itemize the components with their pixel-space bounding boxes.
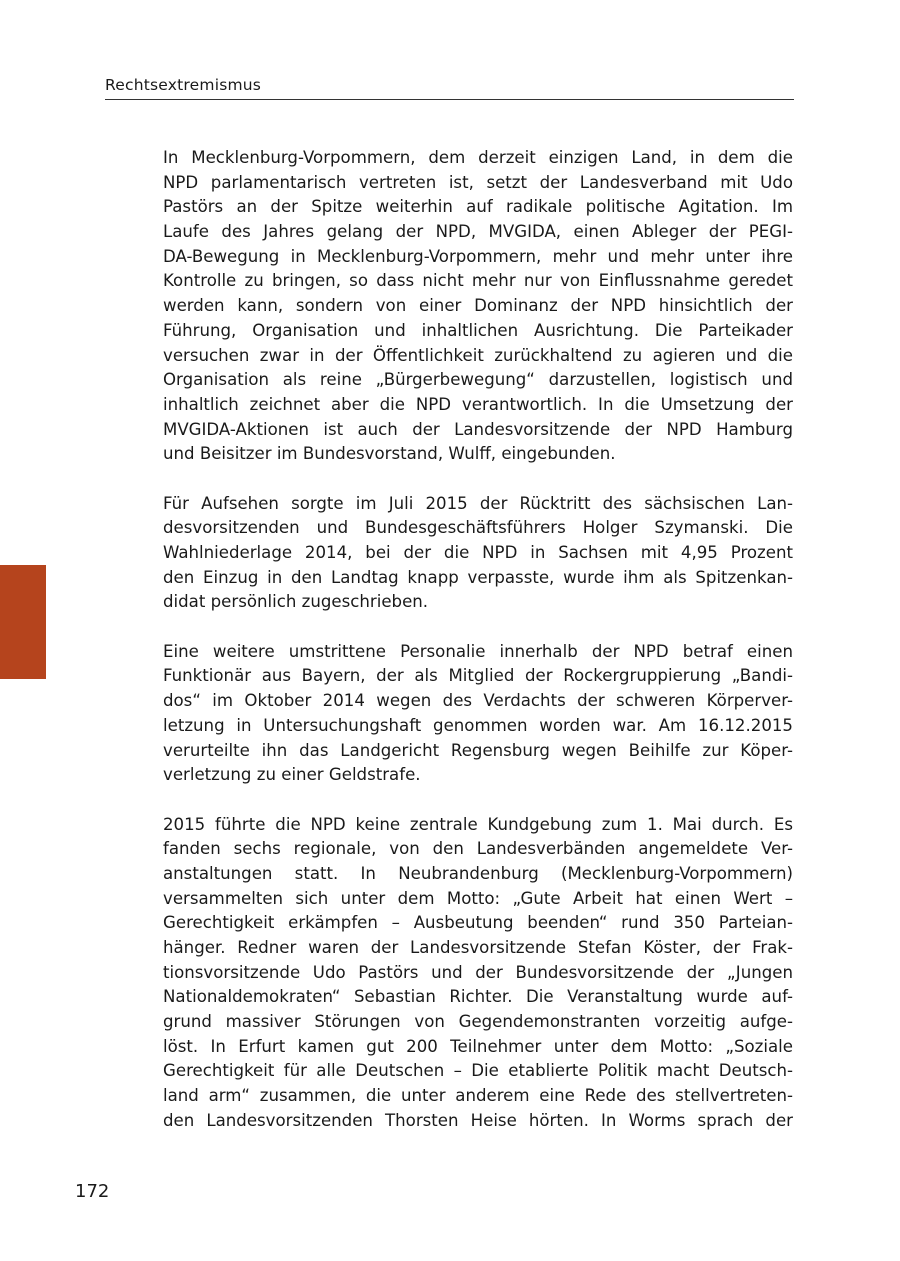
text-line: dos“ im Oktober 2014 wegen des Verdachts der schweren Körperver-	[163, 691, 793, 711]
running-header	[105, 74, 794, 100]
text-line: Funktionär aus Bayern, der als Mitglied der Rockergruppierung „Bandi-	[163, 666, 793, 686]
text-line: hänger. Redner waren der Landesvorsitzende Stefan Köster, der Frak-	[163, 938, 793, 957]
text-line: inhaltlich zeichnet aber die NPD verantwortlich. In die Umsetzung der	[163, 394, 793, 414]
text-line: In Mecklenburg-Vorpommern, dem derzeit einzigen Land, in dem die	[163, 148, 793, 167]
text-line: versuchen zwar in der Öffentlichkeit zurückhaltend zu agieren und die	[163, 345, 793, 365]
text-line: Nationaldemokraten“ Sebastian Richter. Die Veranstaltung wurde auf-	[163, 987, 793, 1007]
text-line: Kontrolle zu bringen, so dass nicht mehr nur von Einflussnahme geredet	[163, 271, 793, 291]
paragraph	[163, 813, 793, 1134]
text-line: Organisation als reine „Bürgerbewegung“ darzustellen, logistisch und	[163, 370, 793, 390]
text-line: tionsvorsitzende Udo Pastörs und der Bundesvorsitzende der „Jungen	[163, 962, 793, 982]
paragraph	[163, 146, 793, 467]
text-line: 2015 führte die NPD keine zentrale Kundgebung zum 1. Mai durch. Es	[163, 814, 793, 834]
body-text	[163, 146, 793, 1158]
text-line: didat persönlich zugeschrieben.	[163, 592, 429, 612]
text-line: Für Aufsehen sorgte im Juli 2015 der Rücktritt des sächsischen Lan-	[163, 493, 793, 513]
text-line: löst. In Erfurt kamen gut 200 Teilnehmer unter dem Motto: „Soziale	[163, 1036, 793, 1056]
text-line: versammelten sich unter dem Motto: „Gute Arbeit hat einen Wert –	[163, 888, 793, 908]
text-line: grund massiver Störungen von Gegendemonstranten vorzeitig aufge-	[163, 1012, 793, 1032]
text-line: DA-Bewegung in Mecklenburg-Vorpommern, mehr und mehr unter ihre	[163, 246, 793, 266]
text-line: Laufe des Jahres gelang der NPD, MVGIDA, einen Ableger der PEGI-	[163, 222, 793, 242]
text-line: den Landesvorsitzenden Thorsten Heise hörten. In Worms sprach der	[163, 1110, 793, 1130]
text-line: werden kann, sondern von einer Dominanz der NPD hinsichtlich der	[163, 296, 793, 316]
text-line: letzung in Untersuchungshaft genommen worden war. Am 16.12.2015	[163, 715, 793, 735]
text-line: Eine weitere umstrittene Personalie innerhalb der NPD betraf einen	[163, 641, 793, 661]
page-number: 172	[75, 1181, 110, 1202]
text-line: Pastörs an der Spitze weiterhin auf radikale politische Agitation. Im	[163, 197, 793, 217]
text-line: Führung, Organisation und inhaltlichen Ausrichtung. Die Parteikader	[163, 320, 793, 340]
text-line: land arm“ zusammen, die unter anderem eine Rede des stellvertreten-	[163, 1086, 793, 1106]
running-title: Rechtsextremismus	[105, 76, 262, 94]
text-line: verurteilte ihn das Landgericht Regensburg wegen Beihilfe zur Köper-	[163, 740, 793, 760]
text-line: Wahlniederlage 2014, bei der die NPD in Sachsen mit 4,95 Prozent	[163, 543, 793, 562]
text-line: NPD parlamentarisch vertreten ist, setzt der Landesverband mit Udo	[163, 172, 793, 192]
text-line: verletzung zu einer Geldstrafe.	[163, 765, 421, 785]
text-line: MVGIDA-Aktionen ist auch der Landesvorsitzende der NPD Hamburg	[163, 419, 793, 439]
chapter-tab-marker	[0, 565, 46, 679]
text-line: Gerechtigkeit für alle Deutschen – Die etablierte Politik macht Deutsch-	[163, 1061, 793, 1081]
paragraph	[163, 640, 793, 788]
text-line: den Einzug in den Landtag knapp verpasste, wurde ihm als Spitzenkan-	[163, 567, 793, 587]
text-line: anstaltungen statt. In Neubrandenburg (Mecklenburg-Vorpommern)	[163, 863, 793, 883]
text-line: Gerechtigkeit erkämpfen – Ausbeutung beenden“ rund 350 Parteian-	[163, 913, 793, 933]
text-line: desvorsitzenden und Bundesgeschäftsführers Holger Szymanski. Die	[163, 518, 793, 538]
text-line: und Beisitzer im Bundesvorstand, Wulff, eingebunden.	[163, 444, 616, 464]
paragraph	[163, 492, 793, 615]
text-line: fanden sechs regionale, von den Landesverbänden angemeldete Ver-	[163, 839, 793, 859]
